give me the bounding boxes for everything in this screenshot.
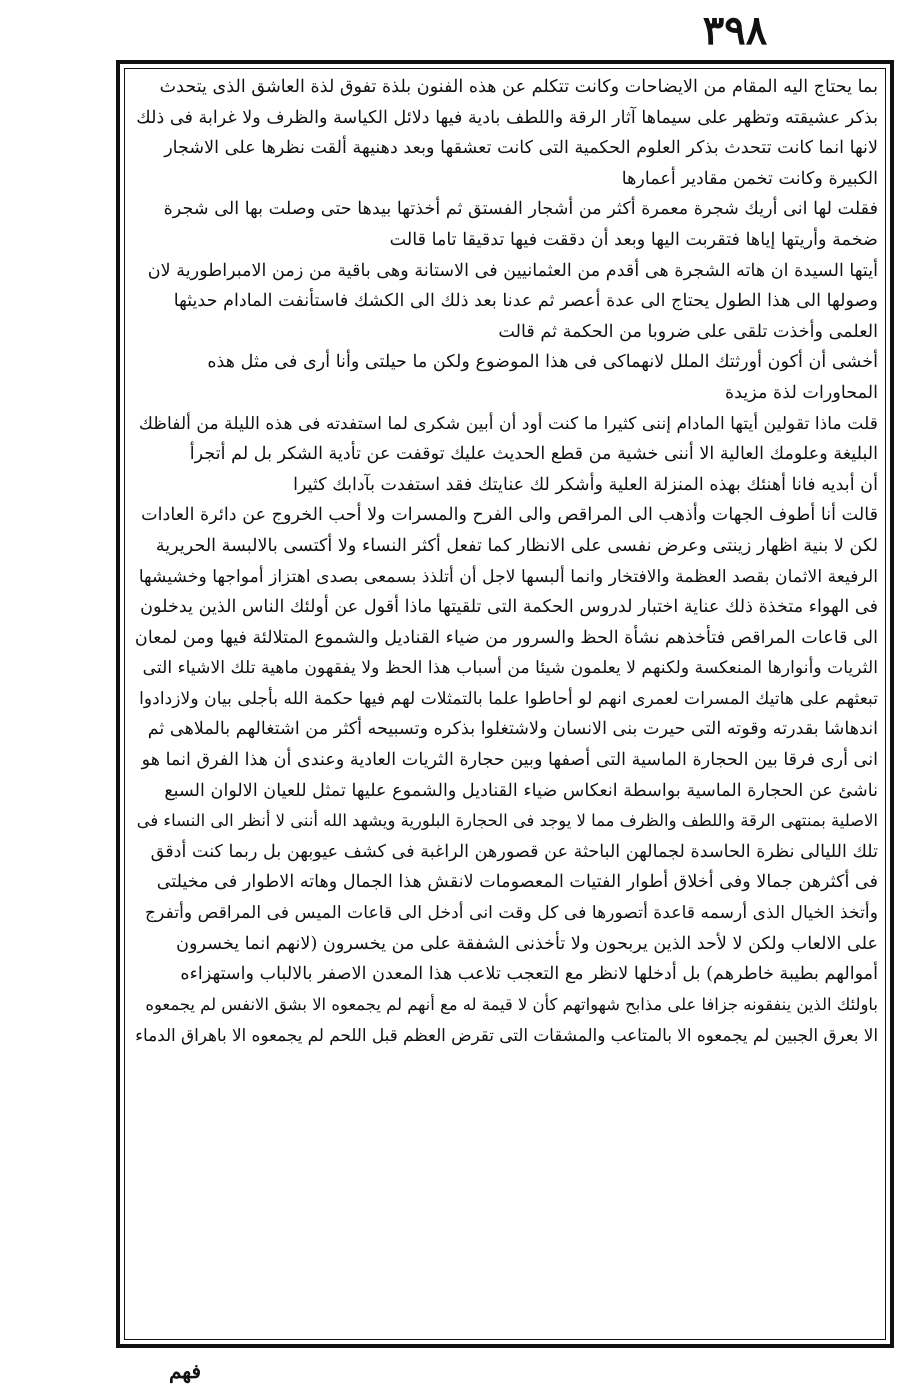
text-line: الى قاعات المراقص فتأخذهم نشأة الحظ والسرور من ضياء القناديل والشموع المتلالئة فيها ومن لمعان xyxy=(134,627,878,648)
text-line: أخشى أن أكون أورثتك الملل لانهماكى فى هذا الموضوع ولكن ما حيلتى وأنا أرى فى مثل هذه xyxy=(207,352,878,373)
catchword: فهم xyxy=(168,1359,202,1383)
text-line: باولئك الذين ينفقونه جزافا على مذابح شهواتهم كأن لا قيمة له مع أنهم لم يجمعوه الا بشق الانفس لم يجمعوه xyxy=(145,994,878,1014)
text-line: انى أرى فرقا بين الحجارة الماسية التى أصفها وبين حجارة الثريات العادية وعندى أن هذا الفرق انما هو xyxy=(141,750,878,771)
text-line: فى أكثرهن جمالا وفى أخلاق أطوار الفتيات المعصومات لانقش هذا الجمال وهاته الاطوار فى مخيلتى xyxy=(156,872,878,893)
text-line: البليغة وعلومك العالية الا أننى خشية من قطع الحديث عليك توقفت عن تأدية الشكر بل لم أتجرأ xyxy=(189,444,878,465)
text-line: ضخمة وأريتها إياها فتقربت اليها وبعد أن دققت فيها تدقيقا تاما قالت xyxy=(389,229,878,250)
text-line: المحاورات لذة مزيدة xyxy=(724,382,878,403)
text-line: وصولها الى هذا الطول يحتاج الى عدة أعصر ثم عدنا بعد ذلك الى الكشك فاستأنفت المادام حديثها xyxy=(173,291,878,312)
text-line: بذكر عشيقته وتظهر على سيماها آثار الرقة واللطف بادية فيها دلائل الكياسة والظرف ولا غرابة فى ذلك xyxy=(136,107,878,128)
text-line: ناشئ عن الحجارة الماسية بواسطة انعكاس ضياء القناديل والشموع عليها تمثل للعيان الالوان السبع xyxy=(164,780,878,801)
text-line: أن أبديه فانا أهنئك بهذه المنزلة العلية وأشكر لك عنايتك فقد استفدت بآدابك كثيرا xyxy=(293,474,878,495)
text-line: الا بعرق الجبين لم يجمعوه الا بالمتاعب والمشقات التى تقرض العظم قبل اللحم لم يجمعوه الا باهراق الدماء xyxy=(135,1025,878,1046)
text-line: على الالعاب ولكن لا لأحد الذين يربحون ولا تأخذنى الشفقة على من يخسرون (لانهم انما يخسرون xyxy=(176,933,878,954)
text-line: فى الهواء متخذة ذلك عناية اختبار لدروس الحكمة التى تلقيتها ماذا أقول عن أولئك الناس الذين يدخلون xyxy=(140,597,878,618)
text-line: الرفيعة الاثمان بقصد العظمة والافتخار وانما ألبسها لاجل أن أتلذذ بسمعى بصدى اهتزاز أمواجها وخشيشها xyxy=(138,566,878,587)
body-text xyxy=(132,72,878,1336)
text-line: الكبيرة وكانت تخمن مقادير أعمارها xyxy=(621,168,878,189)
text-line: أيتها السيدة ان هاته الشجرة هى أقدم من العثمانيين فى الاستانة وهى باقية من زمن الامبراطورية لان xyxy=(147,260,878,281)
text-line: قالت أنا أطوف الجهات وأذهب الى المراقص والى الفرح والمسرات ولا أحب الخروج عن دائرة العادات xyxy=(141,505,878,526)
text-line: لكن لا بنية اظهار زينتى وعرض نفسى على الانظار كما تفعل أكثر النساء ولا أكتسى بالالبسة الحريرية xyxy=(155,535,878,556)
text-line: وأتخذ الخيال الذى أرسمه قاعدة أتصورها فى كل وقت انى أدخل الى قاعات الميس فى المراقص وأتفرج xyxy=(145,903,878,924)
text-line: أموالهم بطيبة خاطرهم) بل أدخلها لانظر مع التعجب تلاعب هذا المعدن الاصفر بالالباب واستهزاءه xyxy=(180,964,878,985)
text-line: الاصلية بمنتهى الرقة واللطف والظرف مما لا يوجد فى الحجارة البلورية ويشهد الله أننى لا أنظر الى النساء فى xyxy=(136,811,878,831)
text-line: لانها انما كانت تتحدث بذكر العلوم الحكمية التى كانت تعشقها وبعد دهنيهة ألقت نظرها على الاشجار xyxy=(164,138,878,159)
text-line: العلمى وأخذت تلقى على ضروبا من الحكمة ثم قالت xyxy=(498,321,878,342)
text-line: الثريات وأنوارها المنعكسة ولكنهم لا يعلمون شيئا من أسباب هذا الحظ ولا يفقهون ماهية تلك الاشياء التى xyxy=(142,658,878,679)
text-line: بما يحتاج اليه المقام من الايضاحات وكانت تتكلم عن هذه الفنون بلذة تفوق لذة العاشق الذى يتحدث xyxy=(159,77,878,97)
text-line: تبعثهم على هاتيك المسرات لعمرى انهم لو أحاطوا علما بالتمثلات لهم فيها حكمة الله بأجلى بيان ولازدادوا xyxy=(139,688,878,709)
text-line: فقلت لها انى أريك شجرة معمرة أكثر من أشجار الفستق ثم أخذتها بيدها حتى وصلت بها الى شجرة xyxy=(163,199,878,220)
text-line: اندهاشا بقدرته وقوته التى حيرت بنى الانسان ولاشتغلوا بذكره وتسبيحه أكثر من اشتغالهم بالملاهى ثم xyxy=(147,719,878,740)
text-line: تلك الليالى نظرة الحاسدة لجمالهن الباحثة عن قصورهن الراغبة فى كشف عيوبهن بل ربما كنت أدقق xyxy=(150,841,878,862)
page-number: ٣٩٨ xyxy=(702,7,768,54)
text-line: قلت ماذا تقولين أيتها المادام إننى كثيرا ما كنت أود أن أبين شكرى لما استفدته فى هذه الليلة من ألفاظك xyxy=(138,413,878,434)
